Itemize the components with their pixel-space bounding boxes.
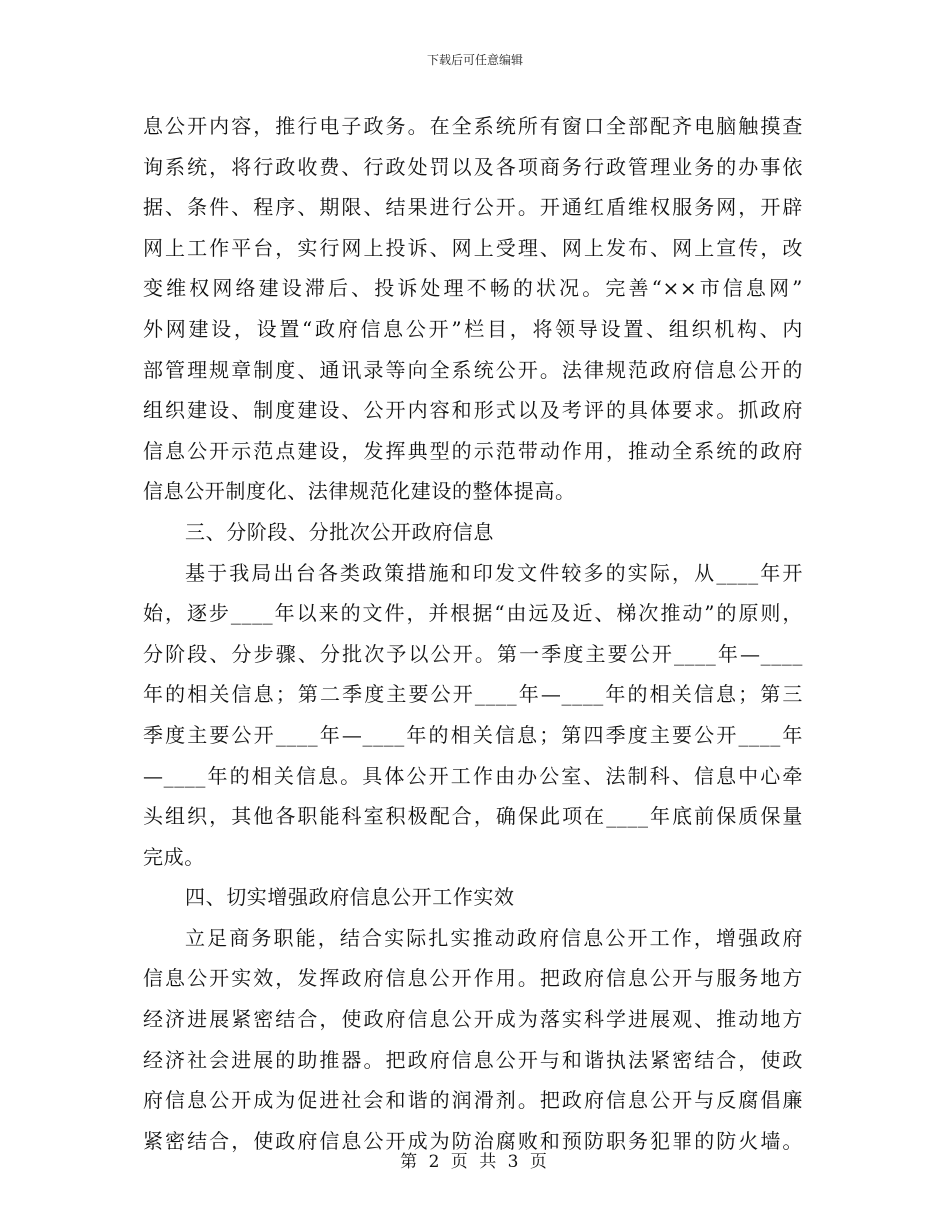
paragraph-line: 始，逐步____年以来的文件，并根据“由远及近、梯次推动”的原则， (143, 601, 803, 626)
document-body (143, 106, 803, 1161)
paragraph-line: 信息公开示范点建设，发挥典型的示范带动作用，推动全系统的政府 (143, 438, 803, 463)
paragraph-line: 网上工作平台，实行网上投诉、网上受理、网上发布、网上宣传，改 (143, 235, 803, 260)
paragraph-line: 基于我局出台各类政策措施和印发文件较多的实际，从____年开 (185, 560, 803, 585)
paragraph-line: 分阶段、分步骤、分批次予以公开。第一季度主要公开____年—____ (143, 641, 803, 666)
paragraph-line: 据、条件、程序、期限、结果进行公开。开通红盾维权服务网，开辟 (143, 195, 803, 220)
paragraph-line: 经济社会进展的助推器。把政府信息公开与和谐执法紧密结合，使政 (143, 1047, 803, 1072)
paragraph-line: 组织建设、制度建设、公开内容和形式以及考评的具体要求。抓政府 (143, 398, 803, 423)
paragraph-line: 府信息公开成为促进社会和谐的润滑剂。把政府信息公开与反腐倡廉 (143, 1088, 803, 1113)
section-heading: 三、分阶段、分批次公开政府信息 (185, 519, 494, 544)
paragraph-line: 询系统，将行政收费、行政处罚以及各项商务行政管理业务的办事依 (143, 154, 803, 179)
section-heading: 四、切实增强政府信息公开工作实效 (185, 885, 515, 910)
paragraph-line: 变维权网络建设滞后、投诉处理不畅的状况。完善“××市信息网” (143, 276, 803, 301)
paragraph-line: 信息公开实效，发挥政府信息公开作用。把政府信息公开与服务地方 (143, 966, 803, 991)
paragraph-line: 部管理规章制度、通讯录等向全系统公开。法律规范政府信息公开的 (143, 357, 803, 382)
paragraph-line: —____年的相关信息。具体公开工作由办公室、法制科、信息中心牵 (143, 763, 803, 788)
page-number: 第 2 页 共 3 页 (400, 1152, 550, 1172)
paragraph-line: 外网建设，设置“政府信息公开”栏目，将领导设置、组织机构、内 (143, 316, 803, 341)
paragraph-line: 经济进展紧密结合，使政府信息公开成为落实科学进展观、推动地方 (143, 1007, 803, 1032)
paragraph-line: 紧密结合，使政府信息公开成为防治腐败和预防职务犯罪的防火墙。 (143, 1128, 803, 1153)
paragraph-line: 完成。 (143, 844, 205, 869)
paragraph-line: 年的相关信息；第二季度主要公开____年—____年的相关信息；第三 (143, 682, 803, 707)
paragraph-line: 立足商务职能，结合实际扎实推动政府信息公开工作，增强政府 (185, 925, 803, 950)
page-header-note: 下载后可任意编辑 (426, 53, 523, 67)
paragraph-line: 头组织，其他各职能科室积极配合，确保此项在____年底前保质保量 (143, 804, 803, 829)
paragraph-line: 息公开内容，推行电子政务。在全系统所有窗口全部配齐电脑触摸查 (143, 114, 803, 138)
paragraph-line: 信息公开制度化、法律规范化建设的整体提高。 (143, 479, 576, 504)
paragraph-line: 季度主要公开____年—____年的相关信息；第四季度主要公开____年 (143, 722, 803, 747)
